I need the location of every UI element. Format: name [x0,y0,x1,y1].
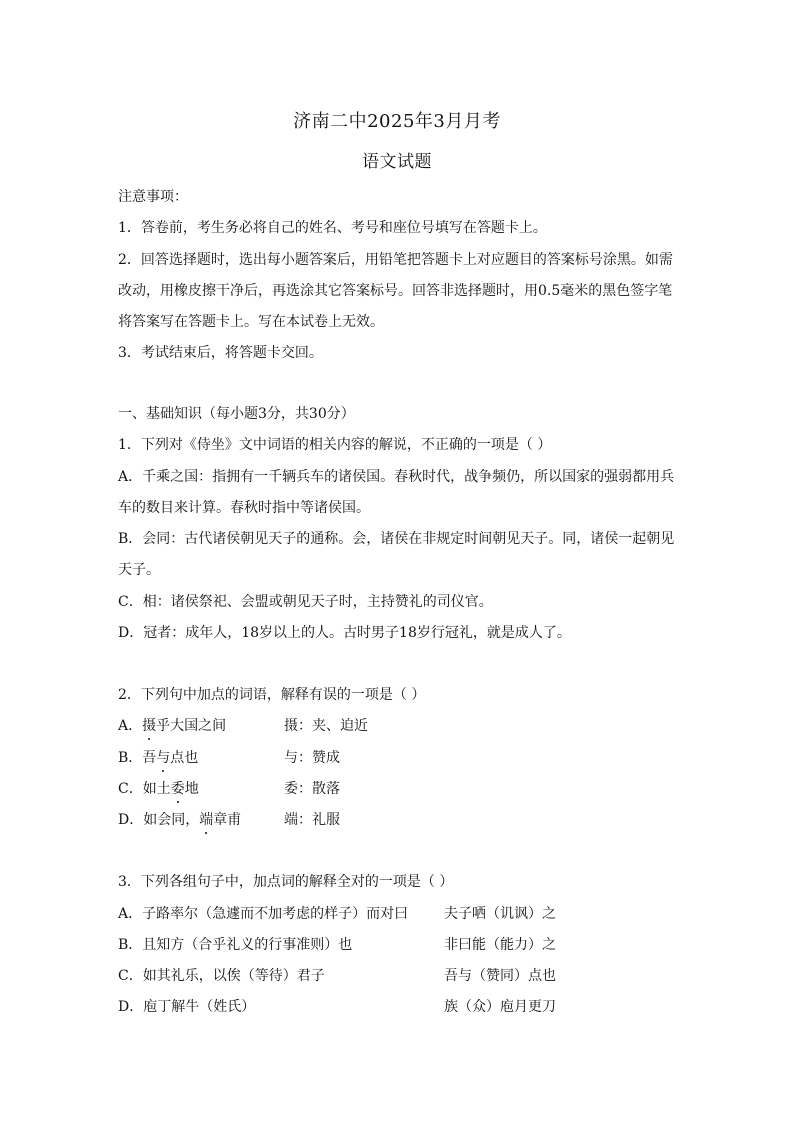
q2-option-a-dotted-word: 摄 [142,718,157,734]
q2-option-d-prefix: D．如会同， [118,812,200,828]
note-item-2-line-2: 改动，用橡皮擦干净后，再选涂其它答案标号。回答非选择题时，用0.5毫米的黑色签字笔 [118,283,673,299]
q2-option-b-sentence [118,748,198,768]
q2-option-d-rest: 章甫 [213,812,242,828]
note-item-2-line-1: 2．回答选择题时，选出每小题答案后，用铅笔把答题卡上对应题目的答案标号涂黑。如需 [118,252,673,268]
q2-option-b-rest: 点也 [170,750,199,766]
q1-option-a-line-1: A．千乘之国：指拥有一千辆兵车的诸侯国。春秋时代，战争频仍，所以国家的强弱都用兵 [118,469,675,485]
q3-option-a-left: A．子路率尔（急遽而不加考虑的样子）而对曰 [118,906,409,922]
q1-option-c: C．相：诸侯祭祀、会盟或朝见天子时，主持赞礼的司仪官。 [118,594,493,610]
q3-option-c-left: C．如其礼乐，以俟（等待）君子 [118,968,325,984]
section-heading: 一、基础知识（每小题3分，共30分） [118,406,355,422]
exam-subtitle: 语文试题 [362,152,432,172]
q2-option-b-explanation: 与：赞成 [284,750,340,766]
q1-stem: 1．下列对《侍坐》文中词语的相关内容的解说，不正确的一项是（ ） [118,437,552,453]
q2-option-c-sentence [118,779,199,799]
q1-option-b-line-1: B．会同：古代诸侯朝见天子的通称。会，诸侯在非规定时间朝见天子。同，诸侯一起朝见 [118,531,675,547]
q2-option-c-prefix: C．如土 [118,781,171,797]
q3-option-d-left: D．庖丁解牛（姓氏） [118,999,256,1015]
note-item-2-line-3: 将答案写在答题卡上。写在本试卷上无效。 [118,314,384,330]
q2-option-c-explanation: 委：散落 [284,781,340,797]
q2-option-a-rest: 乎大国之间 [156,718,227,734]
exam-title: 济南二中2025年3月月考 [293,111,501,132]
q3-option-b-right: 非曰能（能力）之 [444,937,556,953]
notes-heading: 注意事项： [118,189,188,205]
q1-option-a-line-2: 车的数目来计算。春秋时指中等诸侯国。 [118,500,370,516]
q2-option-a-sentence [118,716,226,736]
q2-option-c-dotted-word: 委 [170,781,185,797]
q3-option-a-right: 夫子哂（讥讽）之 [444,906,556,922]
q2-option-b-dotted-word: 与 [156,750,171,766]
q3-stem: 3．下列各组句子中，加点词的解释全对的一项是（ ） [118,874,454,890]
q2-option-d-dotted-word: 端 [199,812,214,828]
q2-option-a-prefix: A． [118,718,143,734]
q1-option-b-line-2: 天子。 [118,562,160,578]
note-item-3: 3．考试结束后，将答题卡交回。 [118,345,323,361]
q3-option-b-left: B．且知方（合乎礼义的行事准则）也 [118,937,353,953]
q2-option-b-prefix: B．吾 [118,750,157,766]
q2-option-c-rest: 地 [184,781,199,797]
q2-option-a-explanation: 摄：夹、迫近 [284,718,368,734]
q1-option-d: D．冠者：成年人，18岁以上的人。古时男子18岁行冠礼，就是成人了。 [118,625,571,641]
q2-stem: 2．下列句中加点的词语，解释有误的一项是（ ） [118,687,426,703]
note-item-1: 1．答卷前，考生务必将自己的姓名、考号和座位号填写在答题卡上。 [118,220,547,236]
q3-option-c-right: 吾与（赞同）点也 [444,968,556,984]
q2-option-d-explanation: 端：礼服 [284,812,340,828]
q3-option-d-right: 族（众）庖月更刀 [444,999,556,1015]
q2-option-d-sentence [118,810,241,830]
